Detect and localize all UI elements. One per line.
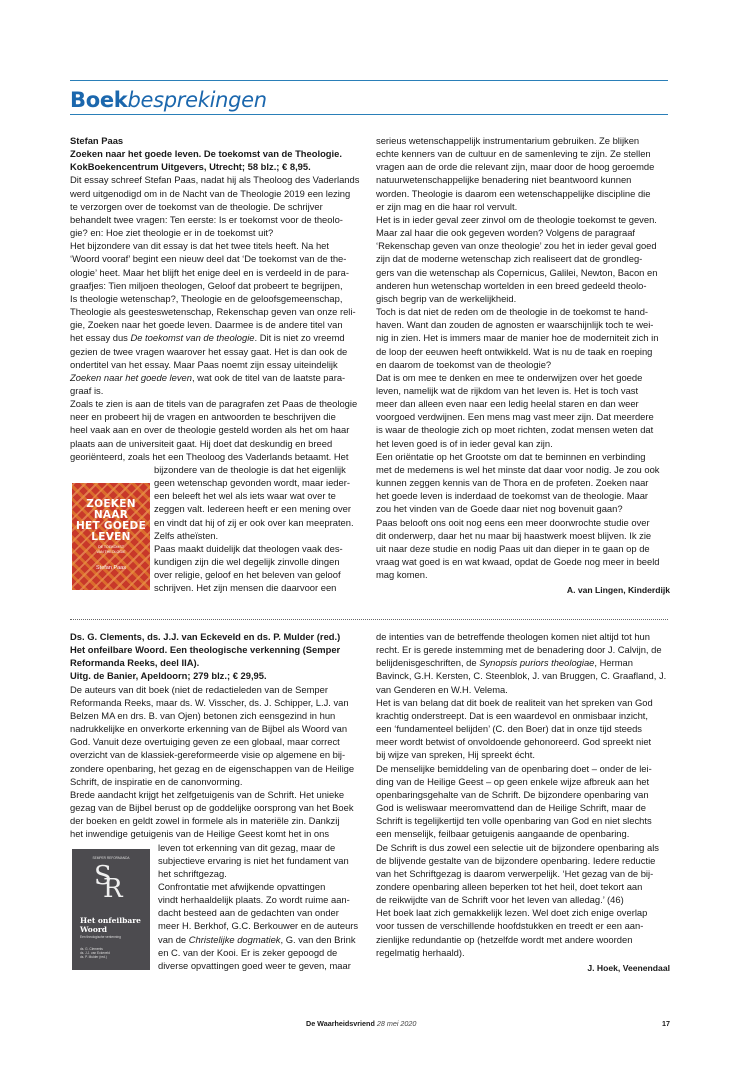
text-line: leven, namelijk wat de rijkdom van het leven is. Het is toch vast [376, 384, 639, 396]
text-line: van Genderen en W.H. Velema. [376, 683, 508, 695]
text-line: het schriftgezag. [158, 867, 227, 879]
text-line: er zijn mag en die haar rol vervult. [376, 200, 518, 212]
text-line: subjectieve ervaring is niet het fundament van [158, 854, 349, 866]
text-line: Dat is om mee te denken en mee te onderwijzen over het goede [376, 371, 643, 383]
book-cover-het-onfeilbare-woord [72, 849, 150, 970]
cover-title-line: NAAR [93, 509, 129, 521]
text-line: Zelfs atheïsten. [154, 529, 219, 541]
text-line: Het boek laat zich gemakkelijk lezen. Wel doet zich enige overlap [376, 907, 648, 919]
text-line: regelmatig herhaald). [376, 946, 465, 958]
review2-signature: J. Hoek, Veenendaal [587, 962, 670, 973]
cover-subtitle-line: DE TOEKOMST [97, 545, 125, 549]
cover1-subtitle [72, 545, 150, 554]
text-span: het essay dus [70, 332, 131, 344]
text-line: Confrontatie met afwijkende opvattingen [158, 880, 326, 892]
cover-editor-line: ds. P. Mulder (red.) [80, 955, 107, 960]
review2-publisher: Uitg. de Banier, Apeldoorn; 279 blz.; € 29,95. [70, 670, 267, 682]
text-line: Het is in ieder geval zeer zinvol om de theologie toekomst te geven. [376, 213, 657, 225]
text-line: God. Vanuit deze overtuiging geven ze een globaal, maar correct [70, 736, 340, 748]
text-line: de intenties van de betreffende theologen komen niet altijd tot hun [376, 631, 650, 642]
text-line: Dit essay schreef Stefan Paas, nadat hij als Theoloog des Vaderlands [70, 174, 360, 186]
italic-title: Christelijke dogmatiek [188, 933, 281, 945]
text-line: georiënteerd, zoals het een Theoloog des Vaderlands betaamt. Het [70, 450, 349, 462]
cover1-title [72, 499, 150, 543]
italic-title: Synopsis puriors theologiae [479, 657, 595, 669]
text-line: De menselijke bemiddeling van de openbaring doet – onder de lei- [376, 762, 652, 774]
text-line: vraag wat goed is en wat kwaad, opdat de Goede nog meer in beeld [376, 556, 660, 567]
text-line: God is weliswaar meeromvattend dan de Heilige Schrift, maar de [376, 802, 646, 814]
text-line: De Schrift is dus zowel een selectie uit de bijzondere openbaring als [376, 841, 659, 853]
text-line: het goede leven is inderdaad de toekomst van de theologie. Maar [376, 490, 649, 502]
cover1-author: Stefan Paas [96, 565, 126, 571]
text-line: over religie, geloof en het beleven van geloof [154, 569, 341, 581]
text-line: en daarom de toekomst van de theologie? [376, 358, 552, 370]
text-line: geen wetenschap gevonden wordt, maar ieder- [154, 477, 350, 489]
review2-right-column [376, 630, 670, 975]
text-line: werd uitgenodigd om in de Nacht van de Theologie 2019 een lezing [70, 187, 351, 199]
text-line: overzicht van de klassiek-gereformeerde visie op algemene en bij- [70, 749, 346, 761]
text-line: meer wordt betwist of onvoldoende gehonoreerd. God spreekt niet [376, 736, 652, 748]
text-line: en vindt dat hij of zij er ook over kan meepraten. [154, 516, 354, 528]
review2-title-line1: Het onfeilbare Woord. Een theologische verkenning (Semper [70, 644, 341, 656]
text-line: gie, Zoeken naar het goede leven. Daarmee is de andere titel van [70, 319, 343, 331]
text-line: serieus wetenschappelijk instrumentarium gebruiken. Ze blijken [376, 135, 640, 146]
text-line: Bavinck, G.H. Kersten, C. Steenblok, J. van Bruggen, C. Graafland, J. [376, 670, 667, 682]
text-line: van het Schriftgezag is daarom verwerpelijk. ‘Het gezag van de bij- [376, 867, 654, 879]
text-line: diverse opvattingen goed weer te geven, maar [158, 959, 351, 971]
text-span: van de [158, 933, 189, 945]
header-bottom-rule [70, 114, 668, 115]
italic-title: Zoeken naar het goede leven [70, 371, 192, 383]
cover2-title [80, 917, 141, 934]
section-header-bold: Boek [70, 88, 128, 112]
text-line: vragen aan de orde die relevant zijn, maar door de hoog geroemde [376, 161, 655, 173]
text-line: ondertitel van het essay. Maar Paas noemt zijn essay uiteindelijk [70, 358, 338, 370]
text-line: Maar zal haar die ook gegeven worden? Volgens de paragraaf [376, 227, 636, 239]
text-line: bijzondere van de theologie is dat het eigenlijk [154, 463, 346, 475]
text-line: Toch is dat niet de reden om de theologie in de toekomst te hand- [376, 306, 649, 318]
text-line: nadrukkelijke en onverkorte erkenning van de Bijbel als Woord van [70, 723, 348, 735]
review1-right-column [376, 134, 670, 597]
text-line: graafjes: Tien miljoen theologen, Geloof dat probeert te begrijpen, [70, 279, 343, 291]
text-line: De auteurs van dit boek (niet de redactieleden van de Semper [70, 683, 328, 695]
cover2-sr-monogram: S R [94, 861, 123, 904]
text-line: echte kenners van de cultuur en de samenleving te zijn. Ze stellen [376, 148, 651, 160]
text-line: dacht besteed aan de gedachten van onder [158, 907, 339, 919]
section-header-italic: besprekingen [127, 88, 267, 112]
text-line [70, 331, 370, 344]
cover-subtitle-line: VAN THEOLOGIE [96, 549, 126, 554]
text-line: voor tussen de verschillende hoofdstukken en treedt er een aan- [376, 920, 644, 932]
text-line: plaats aan de universiteit gaat. Hij doet dat deskundig en breed [70, 437, 333, 449]
review1-title: Zoeken naar het goede leven. De toekomst van de Theologie. [70, 148, 342, 160]
text-line: het leven goed is of in ieder geval kan zijn. [376, 437, 553, 449]
text-line: een beleeft het wel als iets waar wat over te [154, 490, 336, 502]
text-line: en C. van der Kooi. Er is zeker gepoogd de [158, 946, 338, 958]
review2-authors: Ds. G. Clements, ds. J.J. van Eckeveld en ds. P. Mulder (red.) [70, 631, 341, 642]
text-line: ‘Rekenschap geven van onze theologie’ zou het in ieder geval goed [376, 240, 657, 252]
text-line: gezien de twee vragen waarover het essay gaat. Het is dan ook de [70, 345, 348, 357]
text-line: vindt herhaaldelijk plaats. Zo wordt ruime aan- [158, 894, 350, 906]
text-line: mag komen. [376, 569, 428, 581]
text-line: Is theologie wetenschap?, Theologie en de geloofsgemeenschap, [70, 292, 343, 304]
text-span: , Herman [594, 657, 633, 669]
cover2-subtitle: Een theologische verkenning [80, 935, 121, 939]
text-line: voorgoed verdwijnen. Een mens mag vast meer zijn. Dat meerdere [376, 411, 654, 423]
text-line: nig in zien. Het is immers maar de manier hoe de moderniteit zich in [376, 332, 659, 344]
text-line: ‘Woord vooraf’ begint een nieuw deel dat ‘De toekomst van de the- [70, 253, 347, 265]
review2-left-text [70, 683, 370, 841]
text-line: Een oriëntatie op het Grootste om dat te beminnen en verbinding [376, 450, 646, 462]
text-line: der boeken en geldt zowel in formele als in materiële zin. Dankzij [70, 815, 340, 827]
text-line: is waar de theologie zich op moet richten, zodat mensen weten dat [376, 424, 654, 436]
text-line: Theologie als geesteswetenschap, Rekenschap geven van onze reli- [70, 306, 356, 318]
text-line [70, 371, 370, 384]
text-span: , G. van den Brink [280, 933, 356, 945]
footer-date: 28 mei 2020 [376, 1019, 417, 1028]
text-line: Het bijzondere van dit essay is dat het twee titels heeft. Na het [70, 240, 329, 252]
text-line: het inwendige getuigenis van de Heilige Geest komt het in ons [70, 828, 330, 840]
text-line: krachtig onderstreept. Dat is een waardevol en onmisbaar inzicht, [376, 709, 649, 721]
review-separator [70, 619, 668, 620]
text-line: natuurwetenschappelijke benadering niet beantwoord kunnen [376, 174, 632, 186]
text-line: een ‘fundamenteel belijden’ (C. den Boer) dat in onze tijd steeds [376, 723, 642, 735]
text-line: Brede aandacht krijgt het zelfgetuigenis van de Schrift. Het unieke [70, 788, 345, 800]
text-line: zeggen valt. Iedereen heeft er een mening over [154, 503, 352, 515]
text-line: gisch begrip van de werkelijkheid. [376, 292, 517, 304]
text-line: heel vaak aan en over de theologie gesteld worden als het om haar [70, 424, 350, 436]
text-line: ologie’ heet. Maar het blijft het enige deel en is verdeeld in de para- [70, 266, 349, 278]
header-top-rule [70, 80, 668, 81]
cover-title-line: LEVEN [91, 531, 131, 543]
review1-author: Stefan Paas [70, 135, 124, 146]
text-span: , wat ook de titel van de laatste para- [191, 371, 346, 383]
text-line: dit onderwerp, daar het nu maar bij haastwerk moest blijven. Ik zie [376, 529, 652, 541]
text-line: zienlijke redundantie op (hetzelfde wordt met andere woorden [376, 933, 633, 945]
text-line: Schrift is tegelijkertijd ten volle openbaring van God en niet slechts [376, 815, 652, 827]
book-cover-zoeken-naar-het-goede-leven [72, 483, 150, 590]
text-line: Het is van belang dat dit boek de realiteit van het spreken van God [376, 696, 653, 708]
text-line: meer H. Berkhof, G.C. Berkouwer en de auteurs [158, 920, 359, 932]
text-line: zondere openbaring alleen beperken tot het heil, doet tekort aan [376, 880, 643, 892]
text-line: gezag van de Bijbel berust op de goddelijke oorsprong van het Boek [70, 802, 354, 814]
cover2-series: SEMPER REFORMANDA [92, 856, 130, 860]
review1-left-text [70, 173, 370, 462]
text-line: anderen hun wetenschap wortelden in een breed gedeeld theolo- [376, 279, 647, 291]
text-line: de reikwijdte van de Schrift voor het leven van alledag.’ (46) [376, 894, 624, 906]
text-line: Paas maakt duidelijk dat theologen vaak des- [154, 542, 343, 554]
text-line: de loop der eeuwen heeft ontwikkeld. Wat is nu de taak en roeping [376, 345, 653, 357]
cover-title-line: Woord [80, 924, 108, 934]
text-line: zou het vinden van de Goede daar niet nog bovenuit gaan? [376, 503, 623, 515]
text-line: uit naar deze studie en nodig Paas uit dan dieper in te gaan op de [376, 542, 650, 554]
text-line: behandelt twee vragen: Ten eerste: Is er toekomst voor de theolo- [70, 213, 343, 225]
cover-editor-line: ds. G. Clements [80, 947, 103, 951]
text-line: meer dan alleen even naar een ledig heelal staren en dan weer [376, 398, 639, 410]
footer-page-number: 17 [662, 1019, 670, 1028]
review1-right-text [376, 134, 670, 581]
text-line: zondere openbaring, het gezag en de eigenschappen van de Heilige [70, 762, 355, 774]
text-line: Reformanda Reeks, maar ds. W. Visscher, ds. J. Schipper, L.J. van [70, 696, 349, 708]
text-line: bij wijze van spreken, Hij spreekt écht. [376, 749, 535, 761]
footer-magazine [306, 1019, 416, 1028]
text-line: recht. Er is gerede instemming met de benadering door J. Calvijn, de [376, 644, 662, 656]
text-line: de blijvende gestalte van de bijzondere openbaring. Iedere reductie [376, 854, 656, 866]
text-line: openbaringsgehalte van de Schrift. De bijzondere openbaring van [376, 788, 649, 800]
italic-title: De toekomst van de theologie [130, 332, 255, 344]
text-line: ding van de Heilige Geest – op geen enkele wijze afbreuk aan het [376, 775, 650, 787]
text-line: leven tot erkenning van dit gezag, maar de [158, 841, 336, 853]
review1-publisher: KokBoekencentrum Uitgevers, Utrecht; 58 blz.; € 8,95. [70, 161, 311, 173]
section-header [70, 88, 267, 112]
text-line: schrijven. Het zijn mensen die daarvoor een [154, 582, 337, 594]
cover2-editors [80, 947, 110, 960]
text-line: gers van die wetenschap als Copernicus, Galilei, Newton, Bacon en [376, 266, 658, 278]
text-line: te verzorgen over de toekomst van de theologie. De schrijver [70, 200, 323, 212]
text-line: Paas belooft ons ooit nog eens een meer doorwrochte studie over [376, 516, 650, 528]
cover-title-line: Het onfeilbare [80, 916, 141, 925]
text-line: neer en probeert hij de vragen en antwoorden te beschrijven die [70, 411, 336, 423]
text-span: belijdenisgeschriften, de [376, 657, 480, 669]
footer-magazine-name: De Waarheidsvriend [306, 1019, 375, 1028]
text-line: Belzen MA en drs. B. van Ojen) betonen zich eensgezind in hun [70, 709, 336, 721]
text-line: een menselijk, feilbaar getuigenis aangaande de openbaring. [376, 828, 630, 840]
cover-editor-line: ds. J.J. van Eckeveld [80, 951, 110, 956]
cover-title-line: ZOEKEN [86, 498, 136, 510]
text-line: haven. Want dan zouden de agnosten er waarschijnlijk toch te wei- [376, 319, 654, 331]
review2-title-line2: Reformanda Reeks, deel IIA). [70, 657, 200, 669]
text-line: kundigen zijn die wel degelijk zinvolle dingen [154, 556, 340, 567]
review1-signature: A. van Lingen, Kinderdijk [566, 585, 670, 596]
text-span: . Dit is niet zo vreemd [254, 332, 345, 344]
review2-right-text [376, 630, 670, 959]
text-line: Zoals te zien is aan de titels van de paragrafen zet Paas de theologie [70, 398, 358, 410]
text-line: Schrift, de inspiratie en de canonvorming. [70, 775, 243, 787]
text-line: worden. Theologie is daarom een wetenschappelijke discipline die [376, 187, 651, 199]
text-line [158, 933, 370, 946]
text-line: gie? en: Hoe ziet theologie er in de toekomst uit? [70, 227, 274, 239]
cover-title-line: HET GOEDE [75, 520, 147, 532]
text-line [376, 656, 670, 669]
text-line: met de medemens is wel het minste dat daar voor nodig. Je zou ook [376, 463, 660, 475]
text-line: kunnen zeggen kennis van de Thora en de profeten. Zoeken naar [376, 477, 649, 489]
text-line: zijn dat de moderne wetenschap zich realiseert dat de grondleg- [376, 253, 643, 265]
text-line: graaf is. [70, 384, 104, 396]
